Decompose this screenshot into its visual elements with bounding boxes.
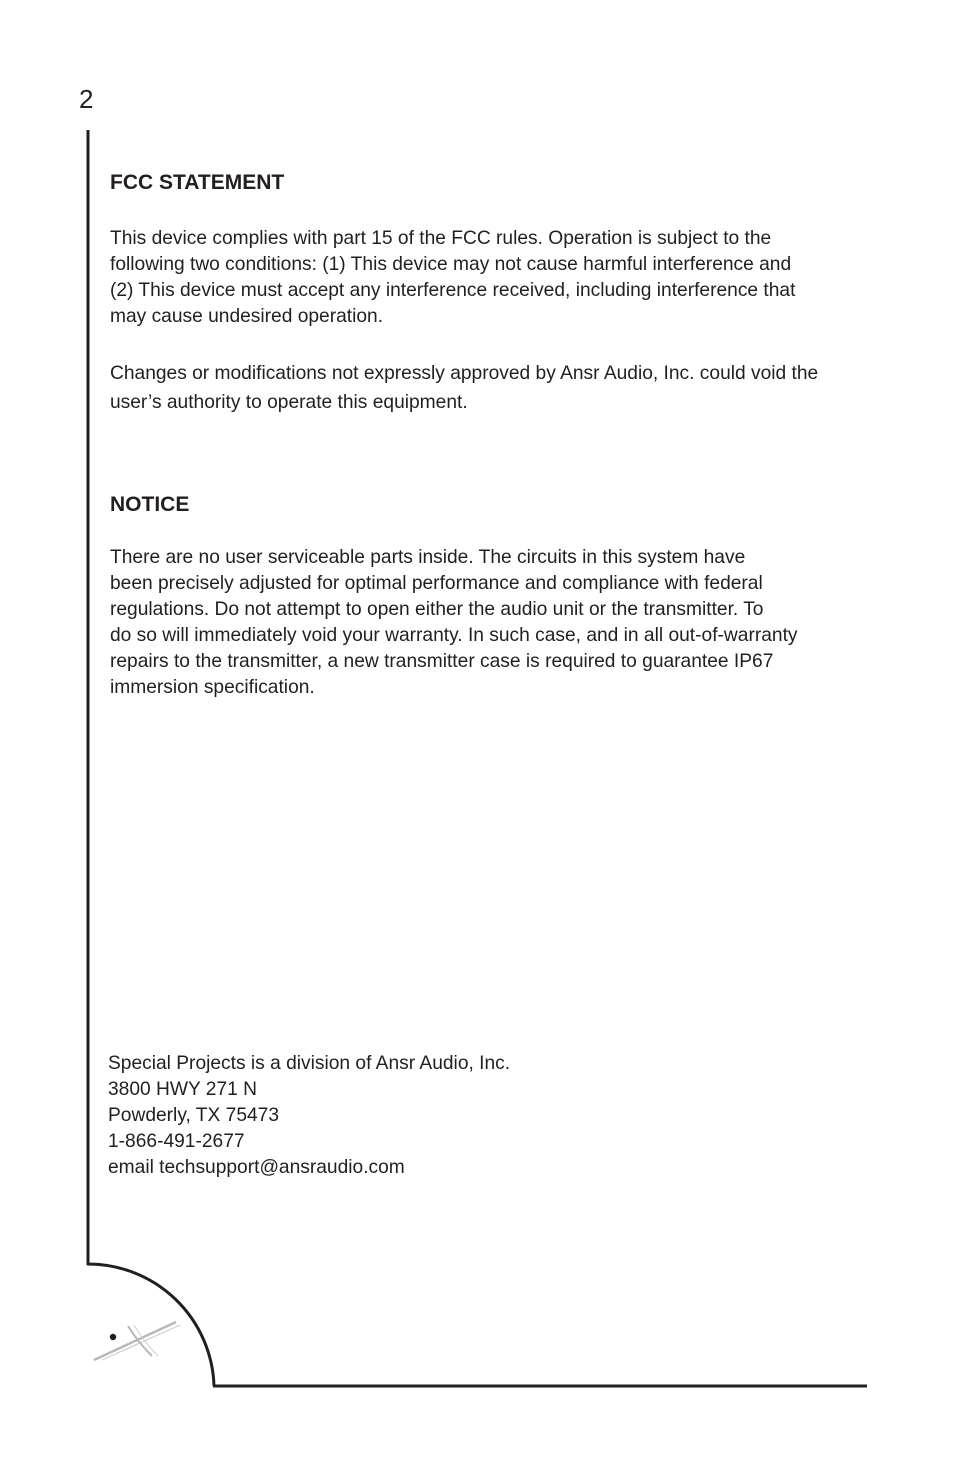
text-line: repairs to the transmitter, a new transmitter case is required to guarantee IP67 bbox=[110, 651, 774, 672]
phone-number: 1-866-491-2677 bbox=[108, 1131, 245, 1152]
city-state-zip: Powderly, TX 75473 bbox=[108, 1105, 280, 1126]
page-number: 2 bbox=[79, 84, 94, 114]
fcc-statement-title: FCC STATEMENT bbox=[110, 171, 285, 194]
notice-title: NOTICE bbox=[110, 493, 190, 516]
text-line: may cause undesired operation. bbox=[110, 306, 384, 327]
text-line: following two conditions: (1) This device may not cause harmful interference and bbox=[110, 254, 792, 275]
text-line: regulations. Do not attempt to open either the audio unit or the transmitter. To bbox=[110, 599, 764, 620]
text-line: been precisely adjusted for optimal performance and compliance with federal bbox=[110, 573, 763, 594]
fcc-paragraph-1 bbox=[110, 226, 870, 330]
text-line: user’s authority to operate this equipment. bbox=[110, 392, 468, 413]
text-line: This device complies with part 15 of the FCC rules. Operation is subject to the bbox=[110, 228, 772, 249]
text-line: (2) This device must accept any interference received, including interference that bbox=[110, 280, 796, 301]
text-line: There are no user serviceable parts inside. The circuits in this system have bbox=[110, 547, 746, 568]
x-logo-icon bbox=[88, 1312, 188, 1364]
support-email: email techsupport@ansraudio.com bbox=[108, 1157, 405, 1178]
notice-paragraph bbox=[110, 545, 870, 701]
text-line: do so will immediately void your warranty. In such case, and in all out-of-warranty bbox=[110, 625, 798, 646]
company-line: Special Projects is a division of Ansr Audio, Inc. bbox=[108, 1053, 511, 1074]
street-address: 3800 HWY 271 N bbox=[108, 1079, 257, 1100]
fcc-paragraph-2 bbox=[110, 359, 870, 417]
text-line: Changes or modifications not expressly approved by Ansr Audio, Inc. could void the bbox=[110, 363, 819, 384]
text-line: immersion specification. bbox=[110, 677, 315, 698]
contact-block bbox=[108, 1051, 510, 1181]
